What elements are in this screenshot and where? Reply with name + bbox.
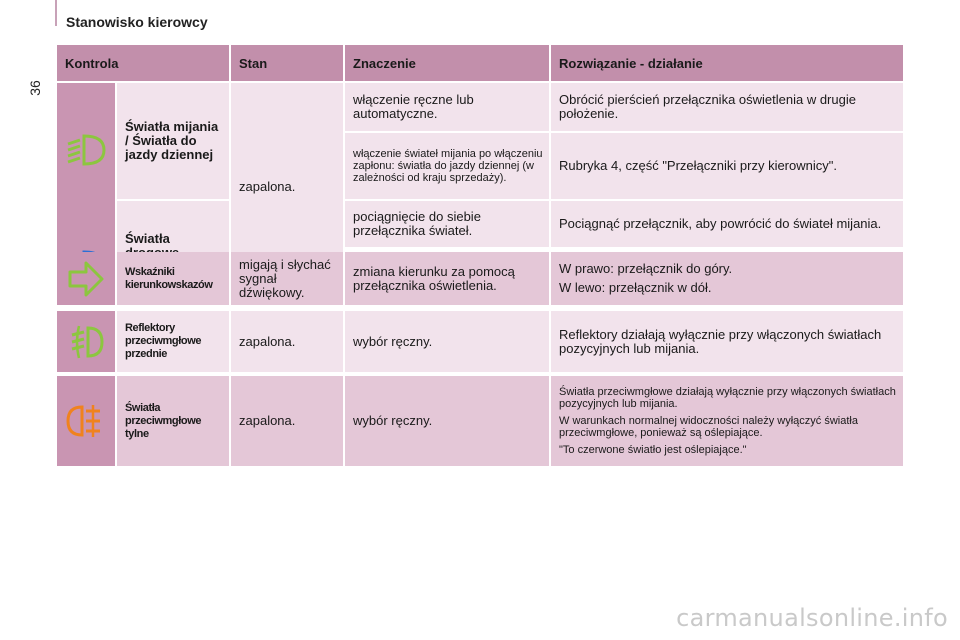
solution-main-beam: Pociągnąć przełącznik, aby powrócić do świateł mijania.	[551, 201, 903, 247]
solution-rear-fog-2: W warunkach normalnej widoczności należy wyłączyć światła przeciwmgłowe, ponieważ są oślepiające.	[559, 415, 858, 439]
label-front-fog: Reflektory przeciwmgłowe przednie	[117, 311, 229, 372]
label-main-beam: Światła	[117, 201, 229, 291]
solution-rear-fog-3: "To czerwone światło jest oślepiające."	[559, 444, 747, 456]
dipped-beam-icon	[57, 125, 115, 175]
label-indicators: Wskaźniki kierunkowskazów	[117, 252, 229, 305]
turn-indicator-icon	[57, 254, 115, 304]
left-rule	[55, 0, 57, 26]
meaning-indicators: zmiana kierunku za pomocą przełącznika oświetlenia.	[345, 252, 549, 305]
solution-front-fog: Reflektory działają wyłącznie przy włączonych światłach pozycyjnych lub mijania.	[551, 311, 903, 372]
meaning-rear-fog: wybór ręczny.	[345, 376, 549, 466]
solution-rear-fog	[551, 376, 903, 466]
solution-dipped-1: Obrócić pierścień przełącznika oświetlenia w drugie położenie.	[551, 83, 903, 131]
solution-indicators-left: W lewo: przełącznik w dół.	[559, 280, 712, 295]
meaning-main-beam: pociągnięcie do siebie przełącznika świateł.	[345, 201, 549, 247]
watermark-text: carmanualsonline.info	[676, 604, 948, 632]
meaning-dipped-2: włączenie świateł mijania po włączeniu zapłonu: światła do jazdy dziennej (w zależności od kraju sprzedaży).	[345, 133, 549, 199]
col-header-stan: Stan	[231, 45, 343, 81]
solution-dipped-2: Rubryka 4, część "Przełączniki przy kierownicy".	[551, 133, 903, 199]
page-number: 36	[26, 80, 43, 96]
section-title: Stanowisko kierowcy	[66, 14, 208, 30]
meaning-dipped-1: włączenie ręczne lub automatyczne.	[345, 83, 549, 131]
meaning-front-fog: wybór ręczny.	[345, 311, 549, 372]
state-front-fog: zapalona.	[231, 311, 343, 372]
label-dipped-beam: Światła mijania / Światła do jazdy dziennej	[117, 83, 229, 199]
solution-rear-fog-1: Światła przeciwmgłowe działają wyłącznie przy włączonych światłach pozycyjnych lub mijania.	[559, 386, 896, 410]
rear-fog-icon	[57, 396, 115, 446]
col-header-znaczenie: Znaczenie	[345, 45, 549, 81]
col-header-rozwiazanie: Rozwiązanie - działanie	[551, 45, 903, 81]
state-rear-fog: zapalona.	[231, 376, 343, 466]
solution-indicators	[551, 252, 903, 305]
col-header-kontrola: Kontrola	[57, 45, 229, 81]
label-rear-fog: Światła przeciwmgłowe tylne	[117, 376, 229, 466]
front-fog-icon	[57, 317, 115, 367]
state-indicators: migają i słychać sygnał dźwiękowy.	[231, 252, 343, 305]
solution-indicators-right: W prawo: przełącznik do góry.	[559, 261, 733, 276]
state-dipped-main: zapalona.	[231, 83, 343, 291]
